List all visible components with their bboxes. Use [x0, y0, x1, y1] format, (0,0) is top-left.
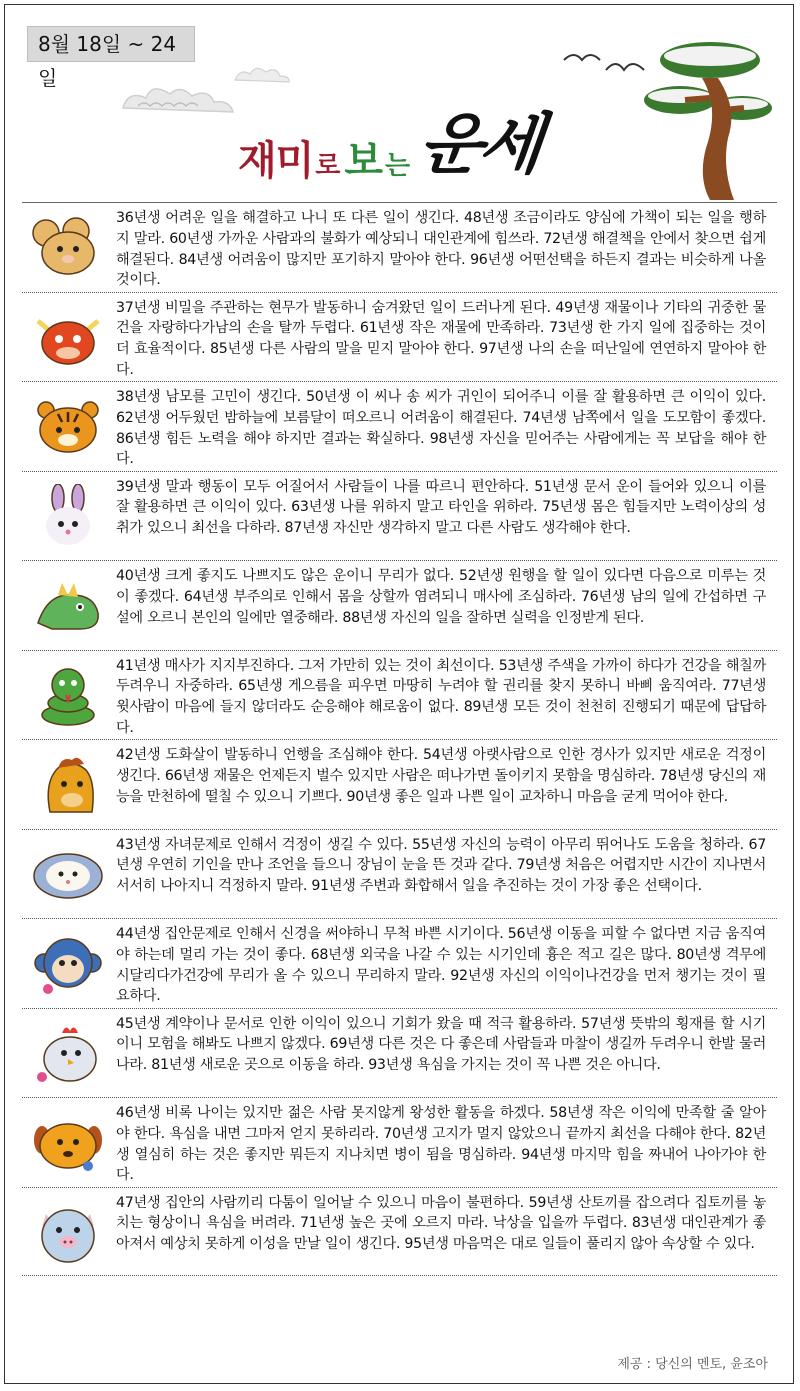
- fortune-row: [22, 829, 777, 919]
- cloud-icon: [118, 78, 238, 120]
- cloud-icon: [232, 62, 292, 86]
- sheep-icon: [28, 842, 108, 908]
- fortune-text: 46년생 비록 나이는 있지만 젊은 사람 못지않게 왕성한 활동을 하겠다. 58년생 작은 이익에 만족할 줄 알아야 한다. 욕심을 내면 그마저 얻지 못하리라. 70년생 고지가 멀지 않았으니 끝까지 최선을 다해야 한다. 82년생 열심히 하는 것은 좋지만 뭐든지 지나치면 병이 됨을 명심하라. 94년생 마지막 힘을 짜내어 나아가야 한다.: [116, 1105, 766, 1184]
- header: [0, 0, 800, 205]
- fortune-text: 38년생 남모를 고민이 생긴다. 50년생 이 씨나 송 씨가 귀인이 되어주니 이를 잘 활용하면 큰 이익이 있다. 62년생 어두웠던 밤하늘에 보름달이 떠오르니 어려움이 해결된다. 74년생 남쪽에서 일을 도모함이 좋겠다. 86년생 힘든 노력을 해야 하지만 결과는 확실하다. 98년생 자신을 믿어주는 사람에게는 꼭 보답을 해야 한다.: [116, 389, 766, 468]
- rooster-icon: [28, 1021, 108, 1087]
- fortune-row: [22, 1187, 777, 1277]
- fortune-row: [22, 292, 777, 382]
- title-part3: 보: [344, 138, 384, 184]
- fortune-list: [22, 202, 777, 1276]
- dragon-icon: [28, 573, 108, 639]
- fortune-text: 40년생 크게 좋지도 나쁘지도 않은 운이니 무리가 없다. 52년생 원행을 할 일이 있다면 다음으로 미루는 것이 좋겠다. 64년생 부주의로 인해서 몸을 상할까 염려되니 매사에 조심하라. 76년생 남의 일에 간섭하면 구설에 오르니 본인의 일에만 열중해라. 88년생 자신의 일을 잘하면 실력을 인정받게 된다.: [116, 568, 766, 626]
- fortune-row: [22, 560, 777, 650]
- pine-tree-icon: [640, 38, 780, 203]
- fortune-text: 47년생 집안의 사람끼리 다툼이 일어날 수 있으니 마음이 불편하다. 59년생 산토끼를 잡으려다 집토끼를 놓치는 형상이니 욕심을 버려라. 71년생 높은 곳에 오르지 마라. 낙상을 입을까 두렵다. 83년생 대인관계가 좋아져서 예상치 못하게 이성을 만날 일이 생긴다. 95년생 마음먹은 대로 일들이 풀리지 않아 속상할 수 있다.: [116, 1194, 766, 1253]
- title-part1: 재미: [238, 138, 314, 184]
- fortune-text: 37년생 비밀을 주관하는 현무가 발동하니 숨겨왔던 일이 드러나게 된다. 49년생 재물이나 기타의 귀중한 물건을 자랑하다가남의 손을 탈까 두렵다. 61년생 작은 재물에 만족하라. 73년생 한 가지 일에 집중하는 것이 더 효율적이다. 85년생 다른 사람의 말을 믿지 말아야 한다. 97년생 나의 손을 떠난일에 연연하지 말아야 한다.: [116, 299, 766, 378]
- snake-icon: [28, 663, 108, 729]
- fortune-row: [22, 1097, 777, 1187]
- horse-icon: [28, 752, 108, 818]
- fortune-text: 41년생 매사가 지지부진하다. 그저 가만히 있는 것이 최선이다. 53년생 주색을 가까이 하다가 건강을 해칠까 두려우니 자중하라. 65년생 게으름을 피우면 마땅히 누려야 할 권리를 찾지 못하니 바삐 움직여라. 77년생 윗사람이 마음에 들지 않더라도 순응해야 해로움이 없다. 89년생 모든 것이 천천히 진행되기 때문에 답답하다.: [116, 657, 766, 736]
- fortune-text: 45년생 계약이나 문서로 인한 이익이 있으니 기회가 왔을 때 적극 활용하라. 57년생 뜻밖의 횡재를 할 시기이니 모험을 해봐도 나쁘지 않겠다. 69년생 다른 것은 다 좋은데 사람들과 마찰이 생길까 두려우니 한발 물러나라. 81년생 새로운 곳으로 이동을 하라. 93년생 욕심을 가지는 것이 꼭 나쁜 것은 아니다.: [116, 1015, 766, 1074]
- dog-icon: [28, 1110, 108, 1176]
- tiger-icon: [28, 394, 108, 460]
- rat-icon: [28, 215, 108, 281]
- fortune-text: 36년생 어려운 일을 해결하고 나니 또 다른 일이 생긴다. 48년생 조금이라도 양심에 가책이 되는 일을 행하지 말라. 60년생 가까운 사람과의 불화가 예상되니 대인관계에 힘쓰라. 72년생 해결책을 안에서 찾으면 쉽게 해결된다. 84년생 어려움이 많지만 포기하지 말아야 한다. 96년생 어떤선택을 하든지 결과는 비슷하게 나올 것이다.: [116, 210, 766, 289]
- fortune-row: [22, 918, 777, 1008]
- fortune-text: 44년생 집안문제로 인해서 신경을 써야하니 무척 바쁜 시기이다. 56년생 이동을 피할 수 없다면 지금 움직여야 하는데 멀리 가는 것이 좋다. 68년생 외국을 나갈 수 있는 시기인데 흉은 적고 길은 많다. 80년생 격무에 시달리다가건강에 무리가 올 수 있으니 무리하지 말라. 92년생 자신의 이익이나건강을 먼저 챙기는 것이 필요하다.: [116, 926, 766, 1005]
- credit-line: 제공 : 당신의 멘토, 윤조아: [617, 1357, 768, 1372]
- fortune-row: [22, 1008, 777, 1098]
- date-range-label: 8월 18일 ~ 24일: [27, 26, 195, 62]
- fortune-row: [22, 739, 777, 829]
- birds-icon: [560, 40, 650, 80]
- ox-icon: [28, 305, 108, 371]
- fortune-row: [22, 202, 777, 292]
- monkey-icon: [28, 931, 108, 997]
- rabbit-icon: [28, 484, 108, 550]
- page-title: [238, 96, 544, 186]
- title-part2: 로: [315, 151, 341, 181]
- fortune-row: [22, 650, 777, 740]
- pig-icon: [28, 1200, 108, 1266]
- fortune-text: 39년생 말과 행동이 모두 어질어서 사람들이 나를 따르니 편안하다. 51년생 문서 운이 들어와 있으니 이를 잘 활용하면 큰 이익이 있다. 63년생 나를 위하지 말고 타인을 위하라. 75년생 몸은 힘들지만 노력이상의 성취가 있으니 최선을 다하라. 87년생 자신만 생각하지 말고 다른 사람도 생각해야 한다.: [116, 478, 766, 537]
- title-part4: 는: [385, 151, 411, 181]
- title-part5: 운세: [415, 105, 544, 183]
- fortune-text: 42년생 도화살이 발동하니 언행을 조심해야 한다. 54년생 아랫사람으로 인한 경사가 있지만 새로운 걱정이 생긴다. 66년생 재물은 언제든지 벌수 있지만 사람은 떠나가면 돌이키지 못함을 명심하라. 78년생 당신의 재능을 만천하에 떨칠 수 있으니 기쁘다. 90년생 좋은 일과 나쁜 일이 교차하니 마음을 굳게 먹어야 한다.: [116, 747, 766, 805]
- fortune-text: 43년생 자녀문제로 인해서 걱정이 생길 수 있다. 55년생 자신의 능력이 아무리 뛰어나도 도움을 청하라. 67년생 우연히 기인을 만나 조언을 들으니 장님이 눈을 뜬 것과 같다. 79년생 처음은 어렵지만 시간이 지나면서 서서히 나아지니 걱정하지 말라. 91년생 주변과 화합해서 일을 추진하는 것이 가장 좋은 선택이다.: [116, 836, 766, 895]
- fortune-row: [22, 471, 777, 561]
- fortune-row: [22, 381, 777, 471]
